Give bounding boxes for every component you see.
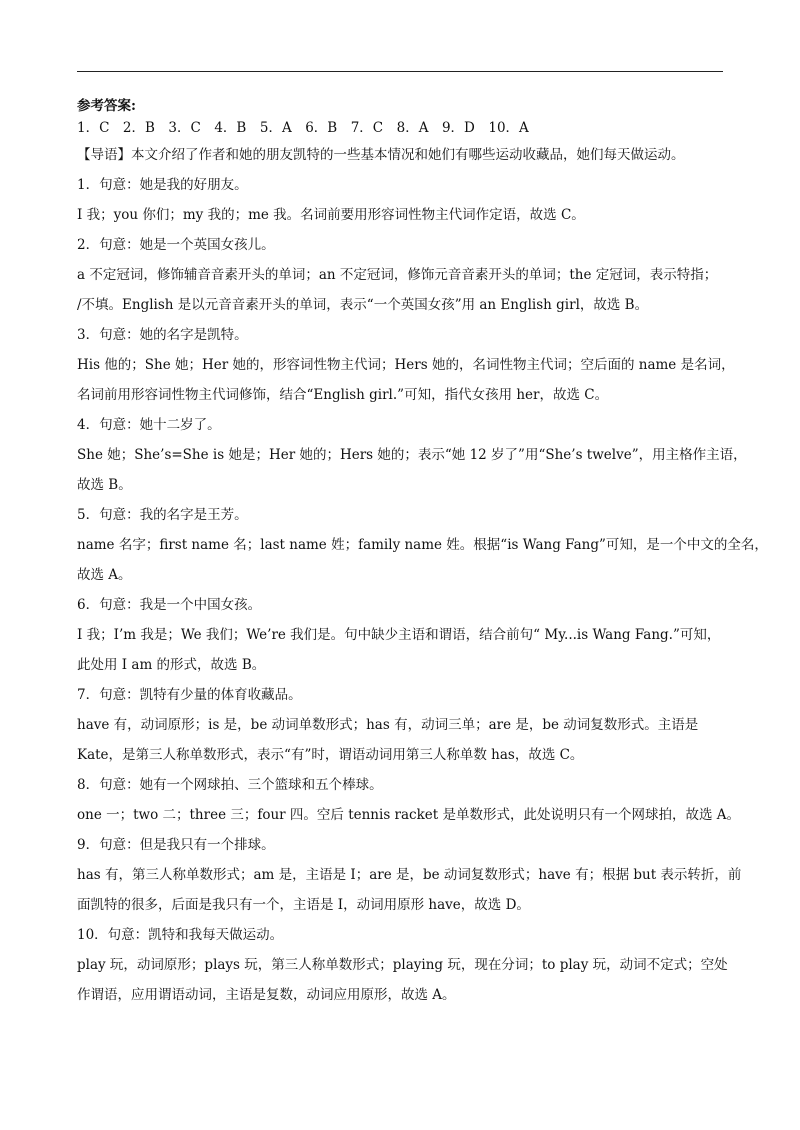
text-line: 此处用 I am 的形式，故选 B。 <box>77 657 266 673</box>
text-line: play 玩，动词原形；plays 玩，第三人称单数形式；playing 玩，现在分词；to play 玩，动词不定式；空处 <box>77 957 728 973</box>
text-line: 【导语】本文介绍了作者和她的朋友凯特的一些基本情况和她们有哪些运动收藏品，她们每天做运动。 <box>77 147 685 163</box>
text-line: His 他的；She 她；Her 她的，形容词性物主代词；Hers 她的，名词性物主代词；空后面的 name 是名词， <box>77 357 735 373</box>
header-rule <box>77 71 723 72</box>
answers-summary: 1．C 2．B 3．C 4．B 5．A 6．B 7．C 8．A 9．D 10．A <box>77 120 529 136</box>
text-line: 2．句意：她是一个英国女孩儿。 <box>77 237 275 253</box>
text-line: 3．句意：她的名字是凯特。 <box>77 327 248 343</box>
text-line: 5．句意：我的名字是王芳。 <box>77 507 248 523</box>
text-line: 9．句意：但是我只有一个排球。 <box>77 837 275 853</box>
answer-key <box>77 96 768 1010</box>
text-line: name 名字；first name 名；last name 姓；family name 姓。根据“is Wang Fang”可知，是一个中文的全名， <box>77 537 768 553</box>
text-line: 1．句意：她是我的好朋友。 <box>77 177 248 193</box>
text-line: one 一；two 二；three 三；four 四。空后 tennis racket 是单数形式，此处说明只有一个网球拍，故选 A。 <box>77 807 741 823</box>
text-line: 故选 A。 <box>77 567 132 583</box>
text-line: 7．句意：凯特有少量的体育收藏品。 <box>77 687 302 703</box>
text-line: 故选 B。 <box>77 477 132 493</box>
explanation-list <box>77 140 768 1010</box>
text-line: has 有，第三人称单数形式；am 是，主语是 I；are 是，be 动词复数形式；have 有；根据 but 表示转折，前 <box>77 867 742 883</box>
text-line: 4．句意：她十二岁了。 <box>77 417 221 433</box>
answer-heading: 参考答案: <box>77 98 136 114</box>
text-line: 作谓语，应用谓语动词，主语是复数，动词应用原形，故选 A。 <box>77 987 456 1003</box>
text-line: 6．句意：我是一个中国女孩。 <box>77 597 262 613</box>
text-line: 面凯特的很多，后面是我只有一个，主语是 I，动词用原形 have，故选 D。 <box>77 897 530 913</box>
text-line: 10．句意：凯特和我每天做运动。 <box>77 927 284 943</box>
text-line: I 我；you 你们；my 我的；me 我。名词前要用形容词性物主代词作定语，故选 C。 <box>77 207 585 223</box>
text-line: I 我；I’m 我是；We 我们；We’re 我们是。句中缺少主语和谓语，结合前句“ My...is Wang Fang.”可知， <box>77 627 721 643</box>
text-line: 名词前用形容词性物主代词修饰，结合“English girl.”可知，指代女孩用 her，故选 C。 <box>77 387 609 403</box>
text-line: Kate，是第三人称单数形式，表示“有”时，谓语动词用第三人称单数 has，故选 C。 <box>77 747 584 763</box>
text-line: a 不定冠词，修饰辅音音素开头的单词；an 不定冠词，修饰元音音素开头的单词；the 定冠词，表示特指； <box>77 267 718 283</box>
text-line: She 她；She’s=She is 她是；Her 她的；Hers 她的；表示“她 12 岁了”用“She’s twelve”，用主格作主语， <box>77 447 747 463</box>
text-line: 8．句意：她有一个网球拍、三个篮球和五个棒球。 <box>77 777 383 793</box>
text-line: have 有，动词原形；is 是，be 动词单数形式；has 有，动词三单；are 是，be 动词复数形式。主语是 <box>77 717 699 733</box>
text-line: /不填。English 是以元音音素开头的单词，表示“一个英国女孩”用 an English girl，故选 B。 <box>77 297 649 313</box>
